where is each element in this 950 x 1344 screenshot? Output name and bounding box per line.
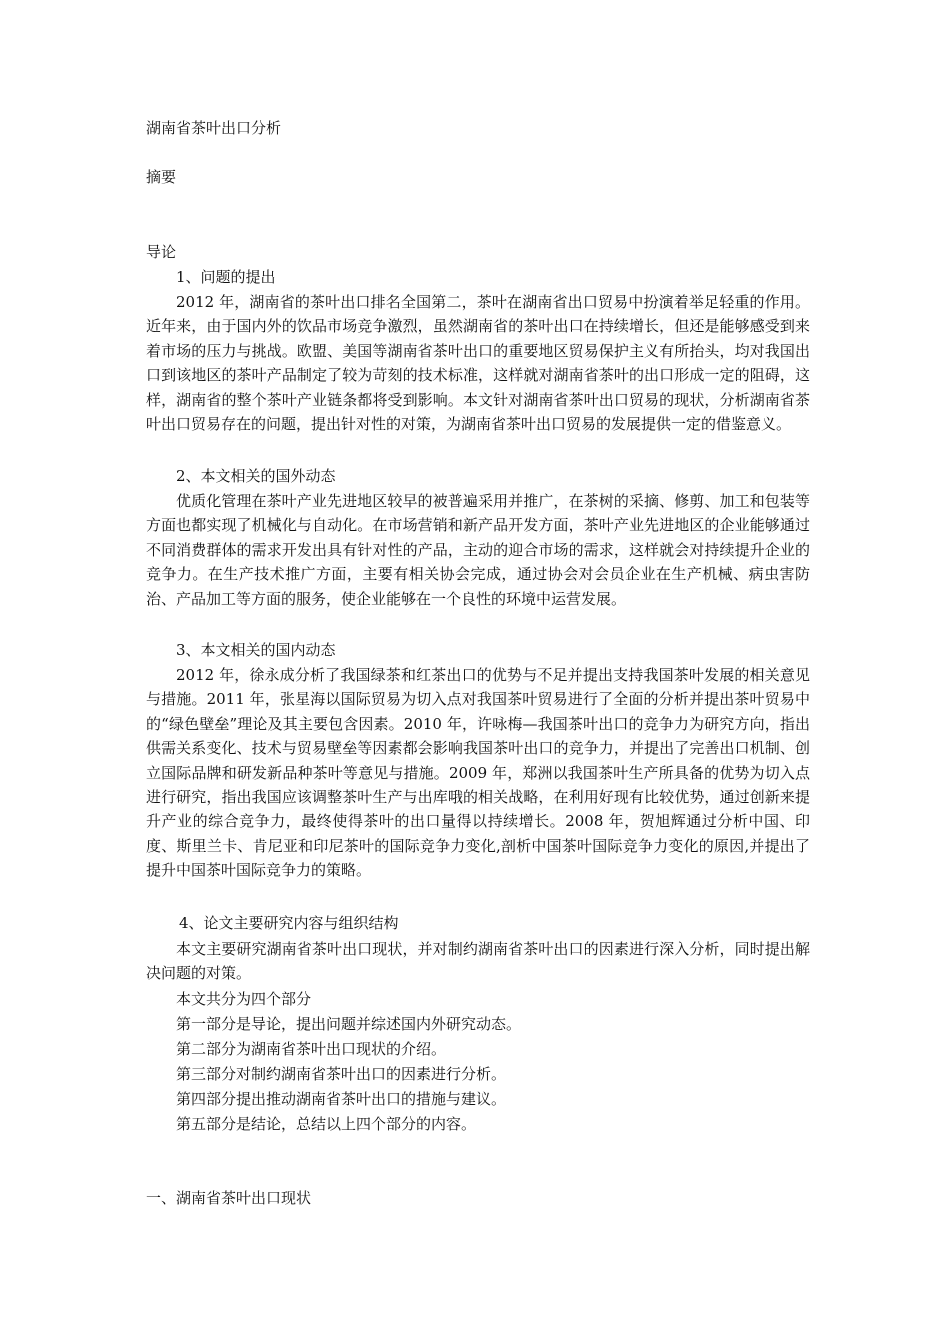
section-2-paragraph: 优质化管理在茶叶产业先进地区较早的被普遍采用并推广，在茶树的采摘、修剪、加工和包装等方面也都实现了机械化与自动化。在市场营销和新产品开发方面，茶叶产业先进地区的企业能够通过不同消费群体的需求开发出具有针对性的产品，主动的迎合市场的需求，这样就会对持续提升企业的竞争力。在生产技术推广方面，主要有相关协会完成，通过协会对会员企业在生产机械、病虫害防治、产品加工等方面的服务，使企业能够在一个良性的环境中运营发展。	[146, 492, 810, 608]
section-3-heading: 3、本文相关的国内动态	[176, 641, 336, 659]
part-item: 第四部分提出推动湖南省茶叶出口的措施与建议。	[176, 1090, 507, 1108]
document-title: 湖南省茶叶出口分析	[146, 119, 282, 137]
part-item: 第一部分是导论，提出问题并综述国内外研究动态。	[176, 1015, 522, 1033]
section-1-heading: 1、问题的提出	[176, 268, 276, 286]
part-item: 第二部分为湖南省茶叶出口现状的介绍。	[176, 1040, 447, 1058]
section-3-paragraph: 2012 年，徐永成分析了我国绿茶和红茶出口的优势与不足并提出支持我国茶叶发展的相关意见与措施。2011 年，张星海以国际贸易为切入点对我国茶叶贸易进行了全面的分析并提出茶叶贸易中的“绿色壁垒”理论及其主要包含因素。2010 年，许咏梅—我国茶叶出口的竞争力为研究方向，指出供需关系变化、技术与贸易壁垒等因素都会影响我国茶叶出口的竞争力，并提出了完善出口机制、创立国际品牌和研发新品种茶叶等意见与措施。2009 年，郑洲以我国茶叶生产所具备的优势为切入点进行研究，指出我国应该调整茶叶生产与出库哦的相关战略，在利用好现有比较优势，通过创新来提升产业的综合竞争力，最终使得茶叶的出口量得以持续增长。2008 年，贺旭辉通过分析中国、印度、斯里兰卡、肯尼亚和印尼茶叶的国际竞争力变化,剖析中国茶叶国际竞争力变化的原因,并提出了提升中国茶叶国际竞争力的策略。	[146, 666, 810, 880]
section-2-heading: 2、本文相关的国外动态	[176, 467, 336, 485]
chapter-1-heading: 一、湖南省茶叶出口现状	[146, 1189, 312, 1207]
section-4-paragraph: 本文主要研究湖南省茶叶出口现状，并对制约湖南省茶叶出口的因素进行深入分析，同时提出解决问题的对策。	[146, 940, 810, 983]
parts-intro: 本文共分为四个部分	[176, 990, 312, 1008]
section-1-paragraph: 2012 年，湖南省的茶叶出口排名全国第二，茶叶在湖南省出口贸易中扮演着举足轻重的作用。近年来，由于国内外的饮品市场竞争激烈，虽然湖南省的茶叶出口在持续增长，但还是能够感受到来着市场的压力与挑战。欧盟、美国等湖南省茶叶出口的重要地区贸易保护主义有所抬头，均对我国出口到该地区的茶叶产品制定了较为苛刻的技术标准，这样就对湖南省茶叶的出口形成一定的阻碍，这样，湖南省的整个茶叶产业链条都将受到影响。本文针对湖南省茶叶出口贸易的现状，分析湖南省茶叶出口贸易存在的问题，提出针对性的对策，为湖南省茶叶出口贸易的发展提供一定的借鉴意义。	[146, 293, 810, 434]
part-item: 第三部分对制约湖南省茶叶出口的因素进行分析。	[176, 1065, 507, 1083]
intro-heading: 导论	[146, 243, 177, 261]
section-4-heading: 4、论文主要研究内容与组织结构	[179, 914, 399, 932]
abstract-heading: 摘要	[146, 168, 177, 186]
part-item: 第五部分是结论，总结以上四个部分的内容。	[176, 1115, 477, 1133]
